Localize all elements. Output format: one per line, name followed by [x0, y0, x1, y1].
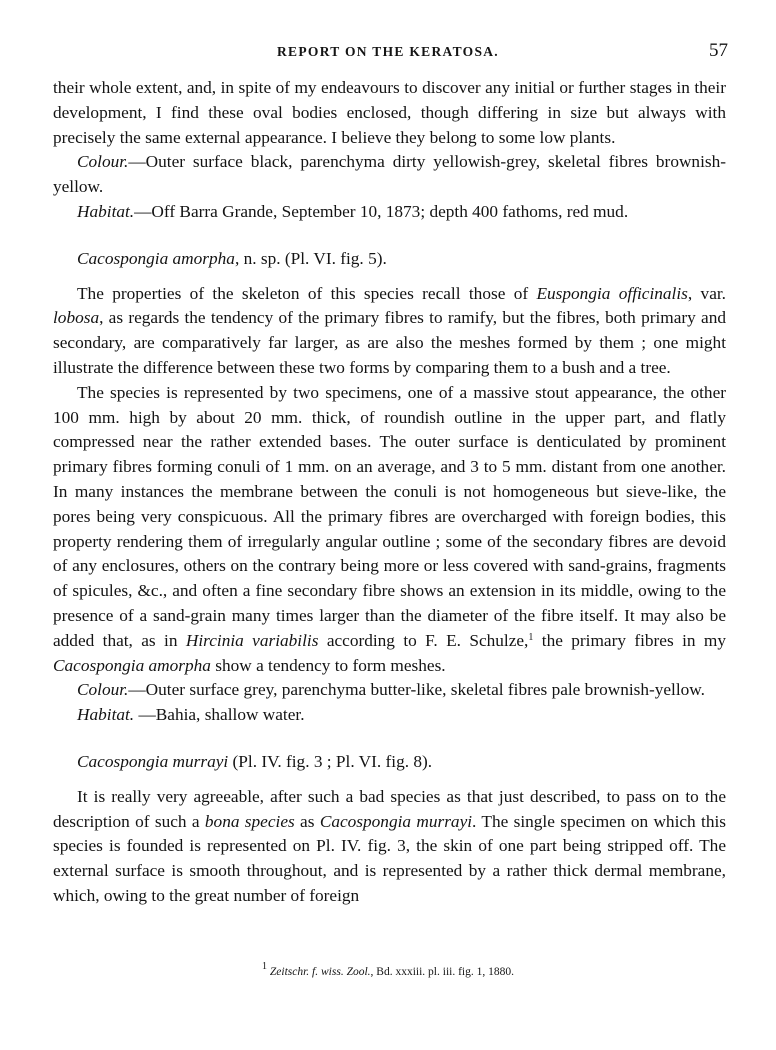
text-run: show a tendency to form meshes. [210, 655, 446, 675]
section-gap [53, 728, 726, 750]
species-heading-rest: , n. sp. (Pl. VI. fig. 5). [234, 248, 387, 268]
page-header [0, 40, 776, 66]
taxon-name: Cacospongia amorpha [53, 655, 211, 675]
habitat-paragraph [53, 703, 726, 728]
footnote [0, 961, 776, 978]
colour-paragraph [53, 678, 726, 703]
habitat-label: Habitat. [77, 705, 135, 725]
text-run: as [294, 811, 320, 831]
section-gap [53, 225, 726, 247]
footnote-marker: 1 [262, 961, 268, 972]
text-run: , as regards the tendency of the primary fibres to ramify, but the fibres, both primary and secondary, are comparatively far larger, as are also the meshes formed by them ; one might illustrate the difference between these two forms by comparing them to a bush and a tree. [53, 308, 726, 377]
amorpha-paragraph-2 [53, 381, 726, 679]
taxon-name: lobosa [53, 308, 100, 328]
colour-paragraph [53, 150, 726, 200]
footnote-marker: 1 [528, 631, 534, 643]
colour-label: Colour. [77, 152, 129, 172]
species-name: Cacospongia murrayi [77, 751, 229, 771]
murrayi-paragraph-1 [53, 785, 726, 909]
colour-text: —Outer surface grey, parenchyma butter-like, skeletal fibres pale brownish-yellow. [128, 680, 705, 700]
footnote-journal: Zeitschr. f. wiss. Zool. [269, 966, 371, 978]
text-run: It is really very agreeable, after such a bad species as that just described, to pass on to the description of such a [53, 786, 726, 831]
text-run: , var. [687, 283, 726, 303]
text-run: The species is represented by two specimens, one of a massive stout appearance, the other 100 mm. high by about 20 mm. thick, of roundish outline in the upper part, and flatly compressed near the rather extended bases. The outer surface is denticulated by prominent primary fibres forming conuli of 1 mm. on an average, and 3 to 5 mm. distant from one another. In many instances the membrane between the conuli is not homogeneous but sieve-like, the pores being very conspicuous. All the primary fibres are overcharged with foreign bodies, this property rendering them of irregularly angular outline ; some of the secondary fibres are devoid of any enclosures, others on the contrary being more or less covered with sand-grains, fragments of spicules, &c., and often a fine secondary fibre shows an extension in its middle, owing to the presence of a sand-grain many times larger than the diameter of the fibre itself. It may also be added that, as in [53, 382, 726, 650]
taxon-name: Euspongia officinalis [536, 283, 688, 303]
page-number: 57 [709, 40, 728, 61]
habitat-text: —Bahia, shallow water. [134, 705, 305, 725]
habitat-label: Habitat. [77, 201, 135, 221]
colour-text: —Outer surface black, parenchyma dirty yellowish-grey, skeletal fibres brownish-yellow. [53, 152, 726, 197]
page-body [53, 76, 726, 909]
taxon-name: Cacospongia murrayi [319, 811, 473, 831]
text-run: according to F. E. Schulze, [318, 630, 529, 650]
species-name: Cacospongia amorpha [77, 248, 235, 268]
species-heading-amorpha [53, 247, 726, 272]
taxon-name: Hircinia variabilis [185, 630, 319, 650]
species-heading-murrayi [53, 750, 726, 775]
running-title: REPORT ON THE KERATOSA. [277, 44, 499, 59]
latin-phrase: bona species [204, 811, 295, 831]
text-run: . The single specimen on which this species is founded is represented on Pl. IV. fig. 3, the skin of one part being stripped off. The external surface is smooth throughout, and is represented by a rather thick dermal membrane, which, owing to the great number of foreign [53, 811, 726, 905]
footnote-text: , Bd. xxxiii. pl. iii. fig. 1, 1880. [370, 966, 514, 978]
colour-label: Colour. [77, 680, 129, 700]
text-run: the primary fibres in my [533, 630, 726, 650]
text-run: The properties of the skeleton of this species recall those of [77, 283, 537, 303]
habitat-paragraph [53, 200, 726, 225]
continuation-paragraph: their whole extent, and, in spite of my endeavours to discover any initial or further stages in their development, I find these oval bodies enclosed, though differing in size but always with precisely the same external appearance. I believe they belong to some low plants. [53, 78, 726, 147]
amorpha-paragraph-1 [53, 282, 726, 381]
species-heading-rest: (Pl. IV. fig. 3 ; Pl. VI. fig. 8). [228, 751, 433, 771]
habitat-text: —Off Barra Grande, September 10, 1873; depth 400 fathoms, red mud. [134, 201, 629, 221]
